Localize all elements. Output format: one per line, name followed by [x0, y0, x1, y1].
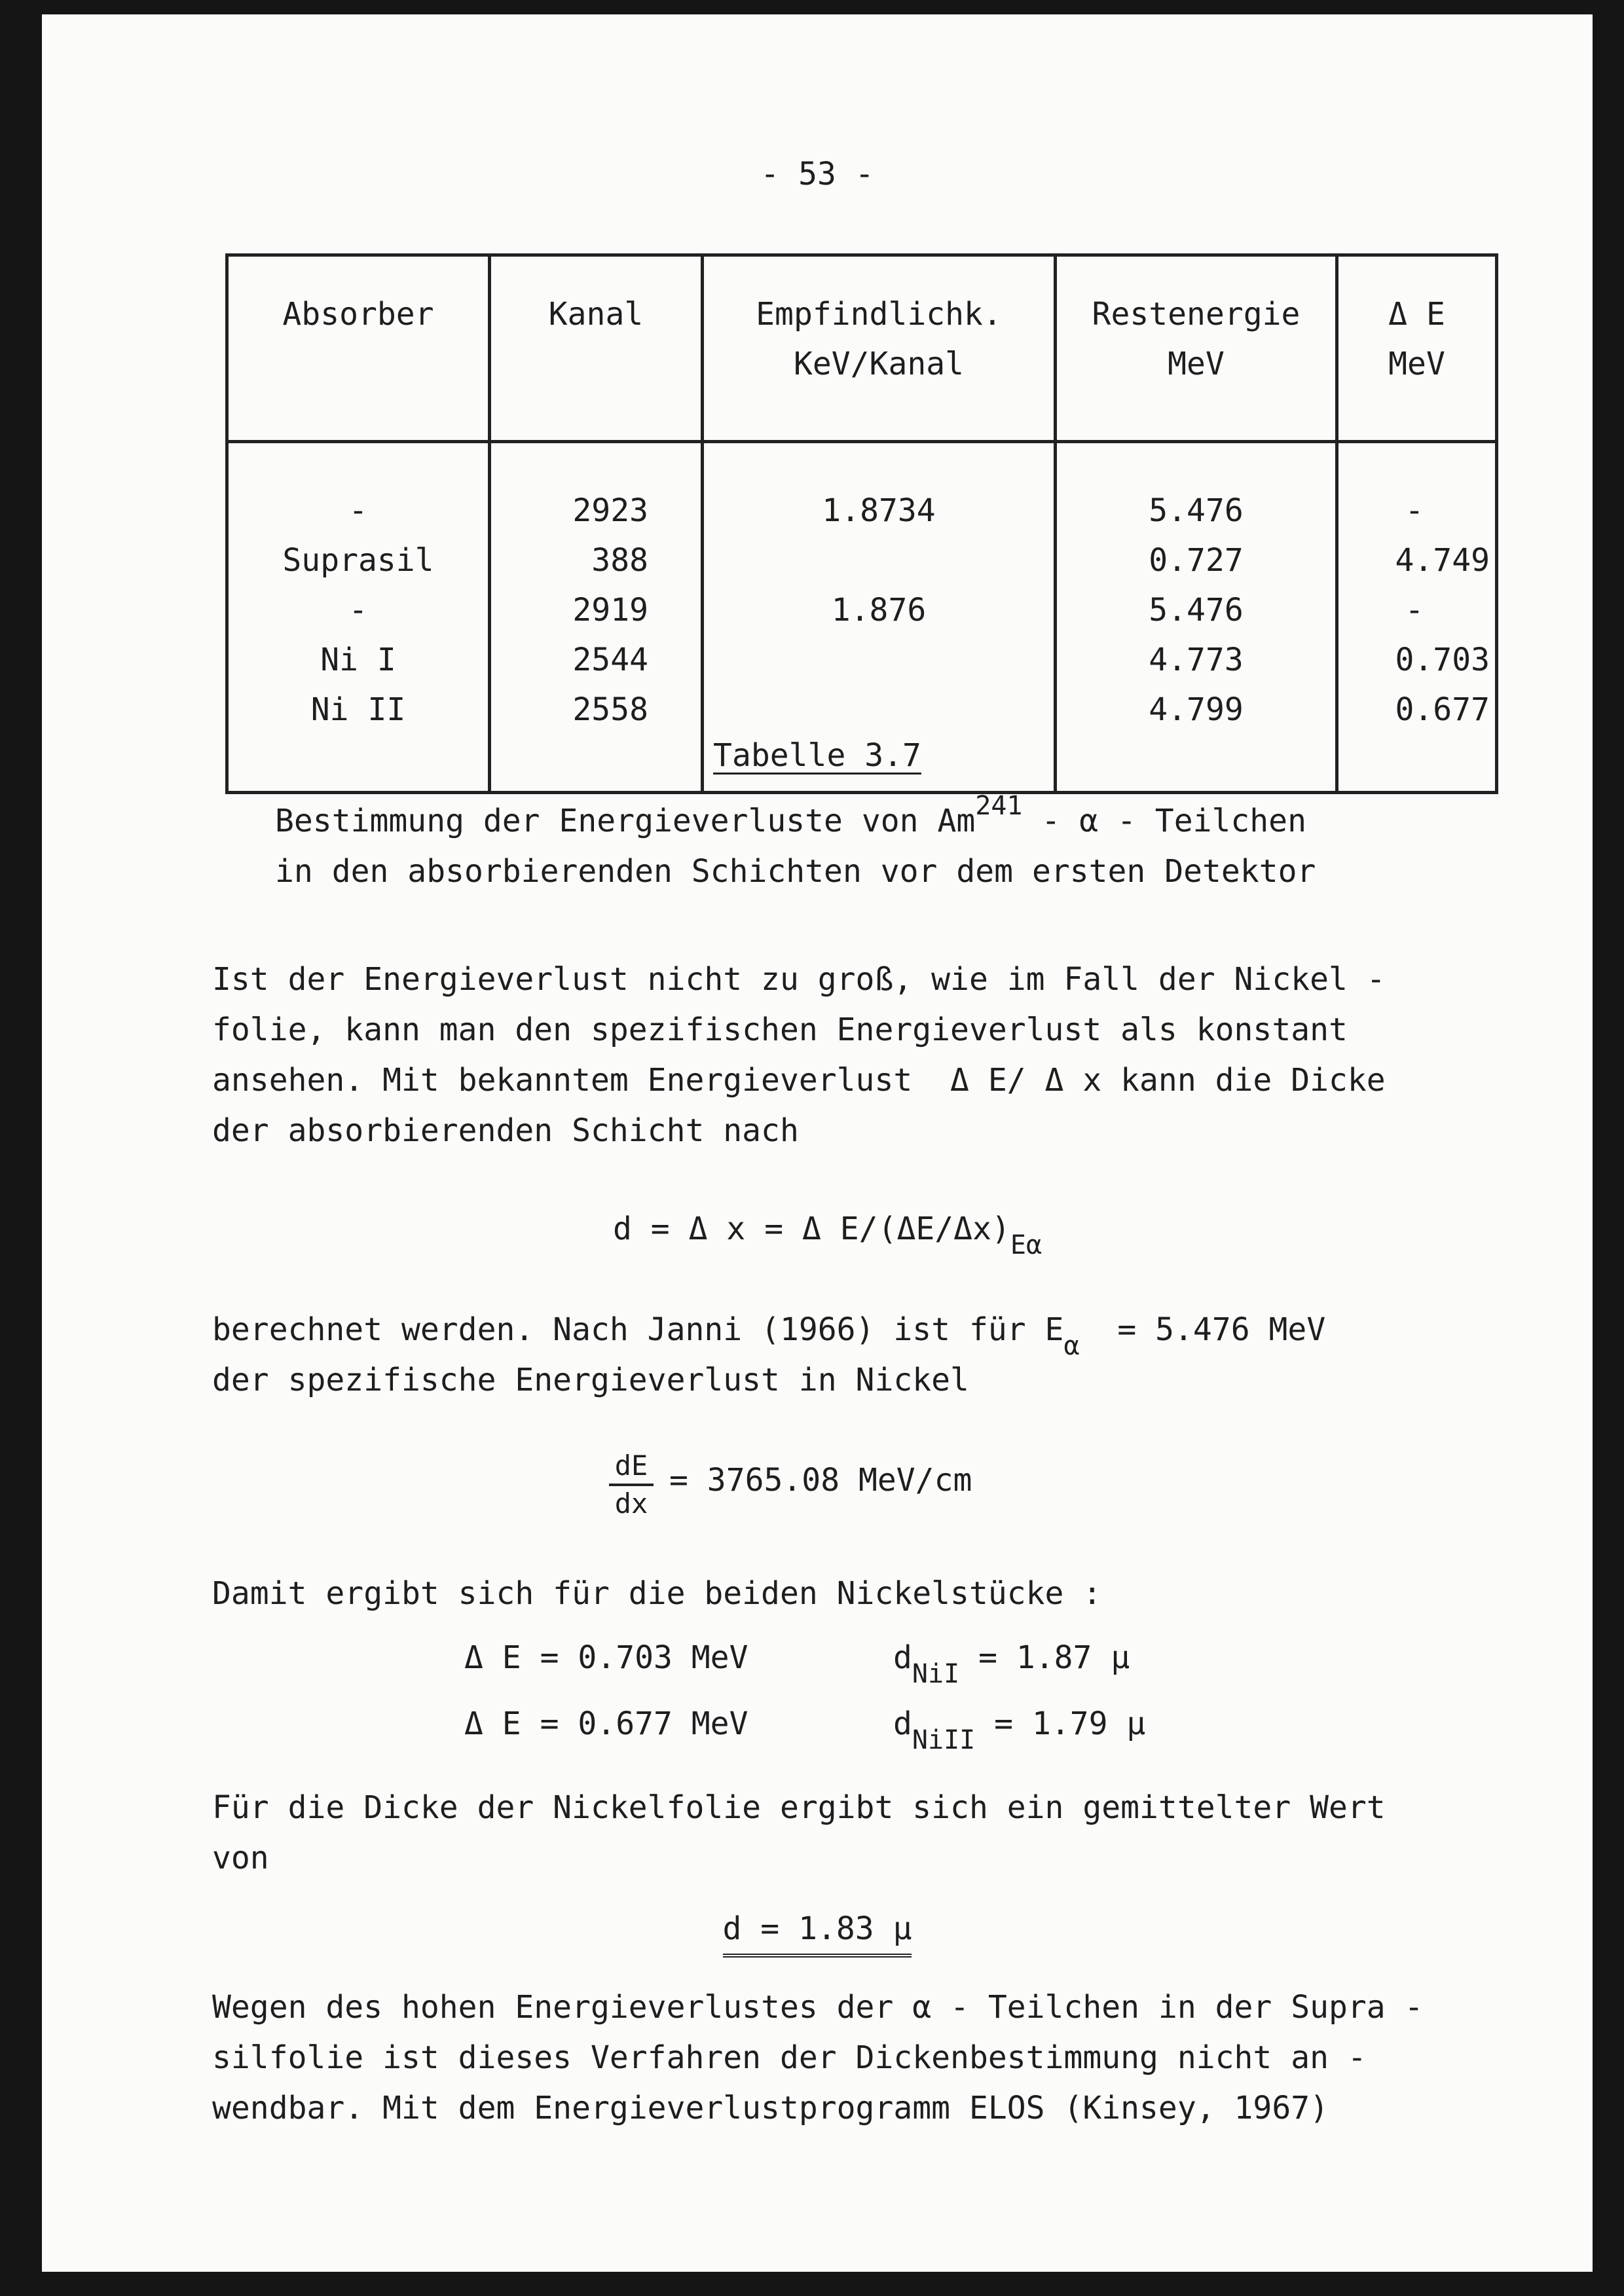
- paragraph-3: Damit ergibt sich für die beiden Nickelstücke :: [212, 1575, 1102, 1612]
- table-cell: 4.799: [1149, 691, 1244, 728]
- result-delta-e-ni2: Δ E = 0.677 MeV: [464, 1705, 748, 1742]
- table-cell: 0.727: [1149, 542, 1244, 579]
- table-cell: 388: [591, 542, 648, 579]
- paragraph-4-line-2: von: [212, 1840, 269, 1876]
- table-cell: 2919: [572, 592, 648, 629]
- paragraph-5-line-2: silfolie ist dieses Verfahren der Dickenbestimmung nicht an -: [212, 2039, 1367, 2076]
- table-cell: 0.677: [1395, 691, 1490, 728]
- table-cell: -: [348, 492, 368, 529]
- table-cell: Suprasil: [282, 542, 434, 579]
- result-final-thickness: d = 1.83 μ: [631, 1913, 1003, 1944]
- paragraph-2-line-1: berechnet werden. Nach Janni (1966) ist für $E_\alpha = 5.476$ MeV: [212, 1311, 1326, 1361]
- table-cell: 0.703: [1395, 642, 1490, 678]
- paragraph-1-line-4: der absorbierenden Schicht nach: [212, 1112, 799, 1149]
- table-cell: 2558: [572, 691, 648, 728]
- table-cell: [705, 536, 1053, 585]
- fraction-numerator: dE: [614, 1449, 648, 1482]
- table-cell: 5.476: [1149, 492, 1244, 529]
- fraction-bar: [609, 1484, 654, 1486]
- table-cell: 1.876: [831, 592, 927, 629]
- paragraph-4-line-1: Für die Dicke der Nickelfolie ergibt sich ein gemittelter Wert: [212, 1789, 1386, 1826]
- table-cell: [705, 635, 1053, 685]
- table-cell: 5.476: [1149, 592, 1244, 629]
- column-restenergie: [1056, 442, 1337, 793]
- header-kanal: Kanal: [490, 255, 703, 442]
- column-delta-e: [1337, 442, 1497, 793]
- table-cell: 2923: [572, 492, 648, 529]
- table-caption-label: Tabelle 3.7: [713, 737, 921, 774]
- caption-line-2: in den absorbierenden Schichten vor dem ersten Detektor: [275, 853, 1316, 890]
- table-cell: [705, 685, 1053, 735]
- equation-thickness: d = Δ x = Δ $E/(\Delta E/\Delta x)_{E\alpha}$: [613, 1211, 1043, 1260]
- table-cell: -: [348, 592, 368, 629]
- column-absorber: [227, 442, 490, 793]
- table-header-row: [227, 255, 1497, 442]
- paragraph-5-line-1: Wegen des hohen Energieverlustes der α - Teilchen in der Supra -: [212, 1989, 1424, 2026]
- page-number: - 53 -: [760, 156, 874, 192]
- paragraph-5-line-3: wendbar. Mit dem Energieverlustprogramm ELOS (Kinsey, 1967): [212, 2090, 1329, 2126]
- paragraph-2-line-2: der spezifische Energieverlust in Nickel: [212, 1362, 969, 1398]
- fraction-denominator: dx: [614, 1487, 648, 1520]
- caption-line-1: Bestimmung der Energieverluste von Am$^{241}$ - α - Teilchen: [275, 791, 1306, 839]
- table-cell: -: [1405, 592, 1424, 629]
- result-thickness-ni1: $d_{NiI} = 1.87$ μ: [893, 1639, 1130, 1689]
- table-cell: Ni II: [310, 691, 406, 728]
- table-cell: 4.773: [1149, 642, 1244, 678]
- result-thickness-ni2: $d_{NiII} = 1.79$ μ: [893, 1705, 1146, 1755]
- header-absorber: Absorber: [227, 255, 490, 442]
- table-cell: 4.749: [1395, 542, 1490, 579]
- document-page: [42, 14, 1593, 2272]
- header-restenergie: Restenergie MeV: [1056, 255, 1337, 442]
- header-delta-e: Δ E MeV: [1337, 255, 1497, 442]
- paragraph-1-line-1: Ist der Energieverlust nicht zu groß, wie im Fall der Nickel -: [212, 961, 1386, 998]
- table-cell: 1.8734: [822, 492, 936, 529]
- table-cell: -: [1405, 492, 1424, 529]
- data-table: [225, 253, 1498, 794]
- table-cell: 2544: [572, 642, 648, 678]
- paragraph-1-line-2: folie, kann man den spezifischen Energieverlust als konstant: [212, 1011, 1348, 1048]
- table-cell: Ni I: [320, 642, 396, 678]
- result-delta-e-ni1: Δ E = 0.703 MeV: [464, 1639, 748, 1676]
- equation-de-dx-value: = 3765.08 MeV/cm: [669, 1462, 972, 1499]
- equation-de-dx: [605, 1449, 664, 1522]
- paragraph-1-line-3: ansehen. Mit bekanntem Energieverlust Δ E/ Δ x kann die Dicke: [212, 1062, 1386, 1099]
- header-empfindlichkeit: Empfindlichk. KeV/Kanal: [703, 255, 1056, 442]
